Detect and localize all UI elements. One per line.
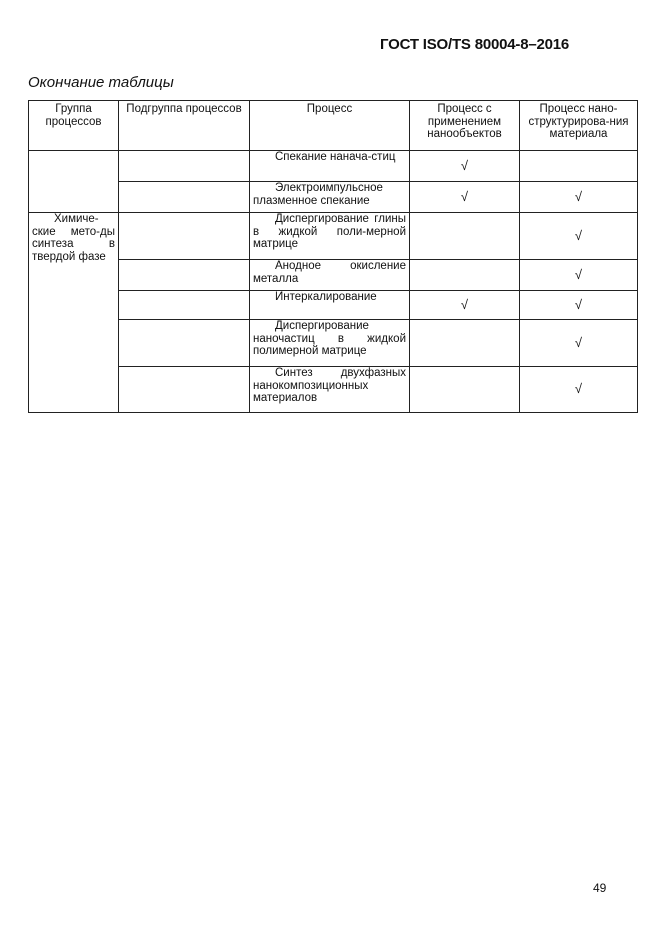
- subgroup-cell: [119, 367, 250, 413]
- subgroup-cell: [119, 260, 250, 291]
- check-nanostructuring: [520, 151, 638, 182]
- table-row: [29, 367, 638, 413]
- group-cell: Химиче-ские мето-ды синтеза в твердой фазе: [29, 213, 119, 413]
- header-group: Группа процессов: [29, 101, 119, 151]
- document-header: ГОСТ ISO/TS 80004-8–2016: [380, 36, 570, 53]
- process-cell: Электроимпульсное плазменное спекание: [250, 182, 410, 213]
- subgroup-cell: [119, 151, 250, 182]
- check-nano-objects: [410, 213, 520, 260]
- table-row: [29, 151, 638, 182]
- process-cell: Интеркалирование: [250, 291, 410, 320]
- check-nano-objects: √: [410, 151, 520, 182]
- check-nano-objects: [410, 320, 520, 367]
- table-row: [29, 260, 638, 291]
- subgroup-cell: [119, 213, 250, 260]
- subgroup-cell: [119, 182, 250, 213]
- check-nanostructuring: √: [520, 260, 638, 291]
- check-nanostructuring: √: [520, 213, 638, 260]
- check-nanostructuring: √: [520, 182, 638, 213]
- header-process: Процесс: [250, 101, 410, 151]
- table-header-row: [29, 101, 638, 151]
- subgroup-cell: [119, 320, 250, 367]
- group-cell-empty: [29, 151, 119, 213]
- process-cell: Диспергирование наночастиц в жидкой полимерной матрице: [250, 320, 410, 367]
- check-nano-objects: √: [410, 291, 520, 320]
- check-nano-objects: [410, 367, 520, 413]
- process-cell: Спекание нанача-стиц: [250, 151, 410, 182]
- process-cell: Анодное окисление металла: [250, 260, 410, 291]
- table-row: [29, 291, 638, 320]
- table-caption: Окончание таблицы: [28, 74, 174, 91]
- page-number: 49: [593, 881, 607, 895]
- check-nano-objects: √: [410, 182, 520, 213]
- check-nanostructuring: √: [520, 320, 638, 367]
- check-nanostructuring: √: [520, 367, 638, 413]
- check-nano-objects: [410, 260, 520, 291]
- header-nanostructuring: Процесс нано-структурирова-ния материала: [520, 101, 638, 151]
- process-table: [28, 100, 638, 413]
- process-cell: Диспергирование глины в жидкой поли-мерной матрице: [250, 213, 410, 260]
- table-row: [29, 182, 638, 213]
- check-nanostructuring: √: [520, 291, 638, 320]
- table-row: [29, 320, 638, 367]
- process-cell: Синтез двухфазных нанокомпозиционных материалов: [250, 367, 410, 413]
- header-nano-objects: Процесс с применением нанообъектов: [410, 101, 520, 151]
- header-subgroup: Подгруппа процессов: [119, 101, 250, 151]
- table-row: [29, 213, 638, 260]
- subgroup-cell: [119, 291, 250, 320]
